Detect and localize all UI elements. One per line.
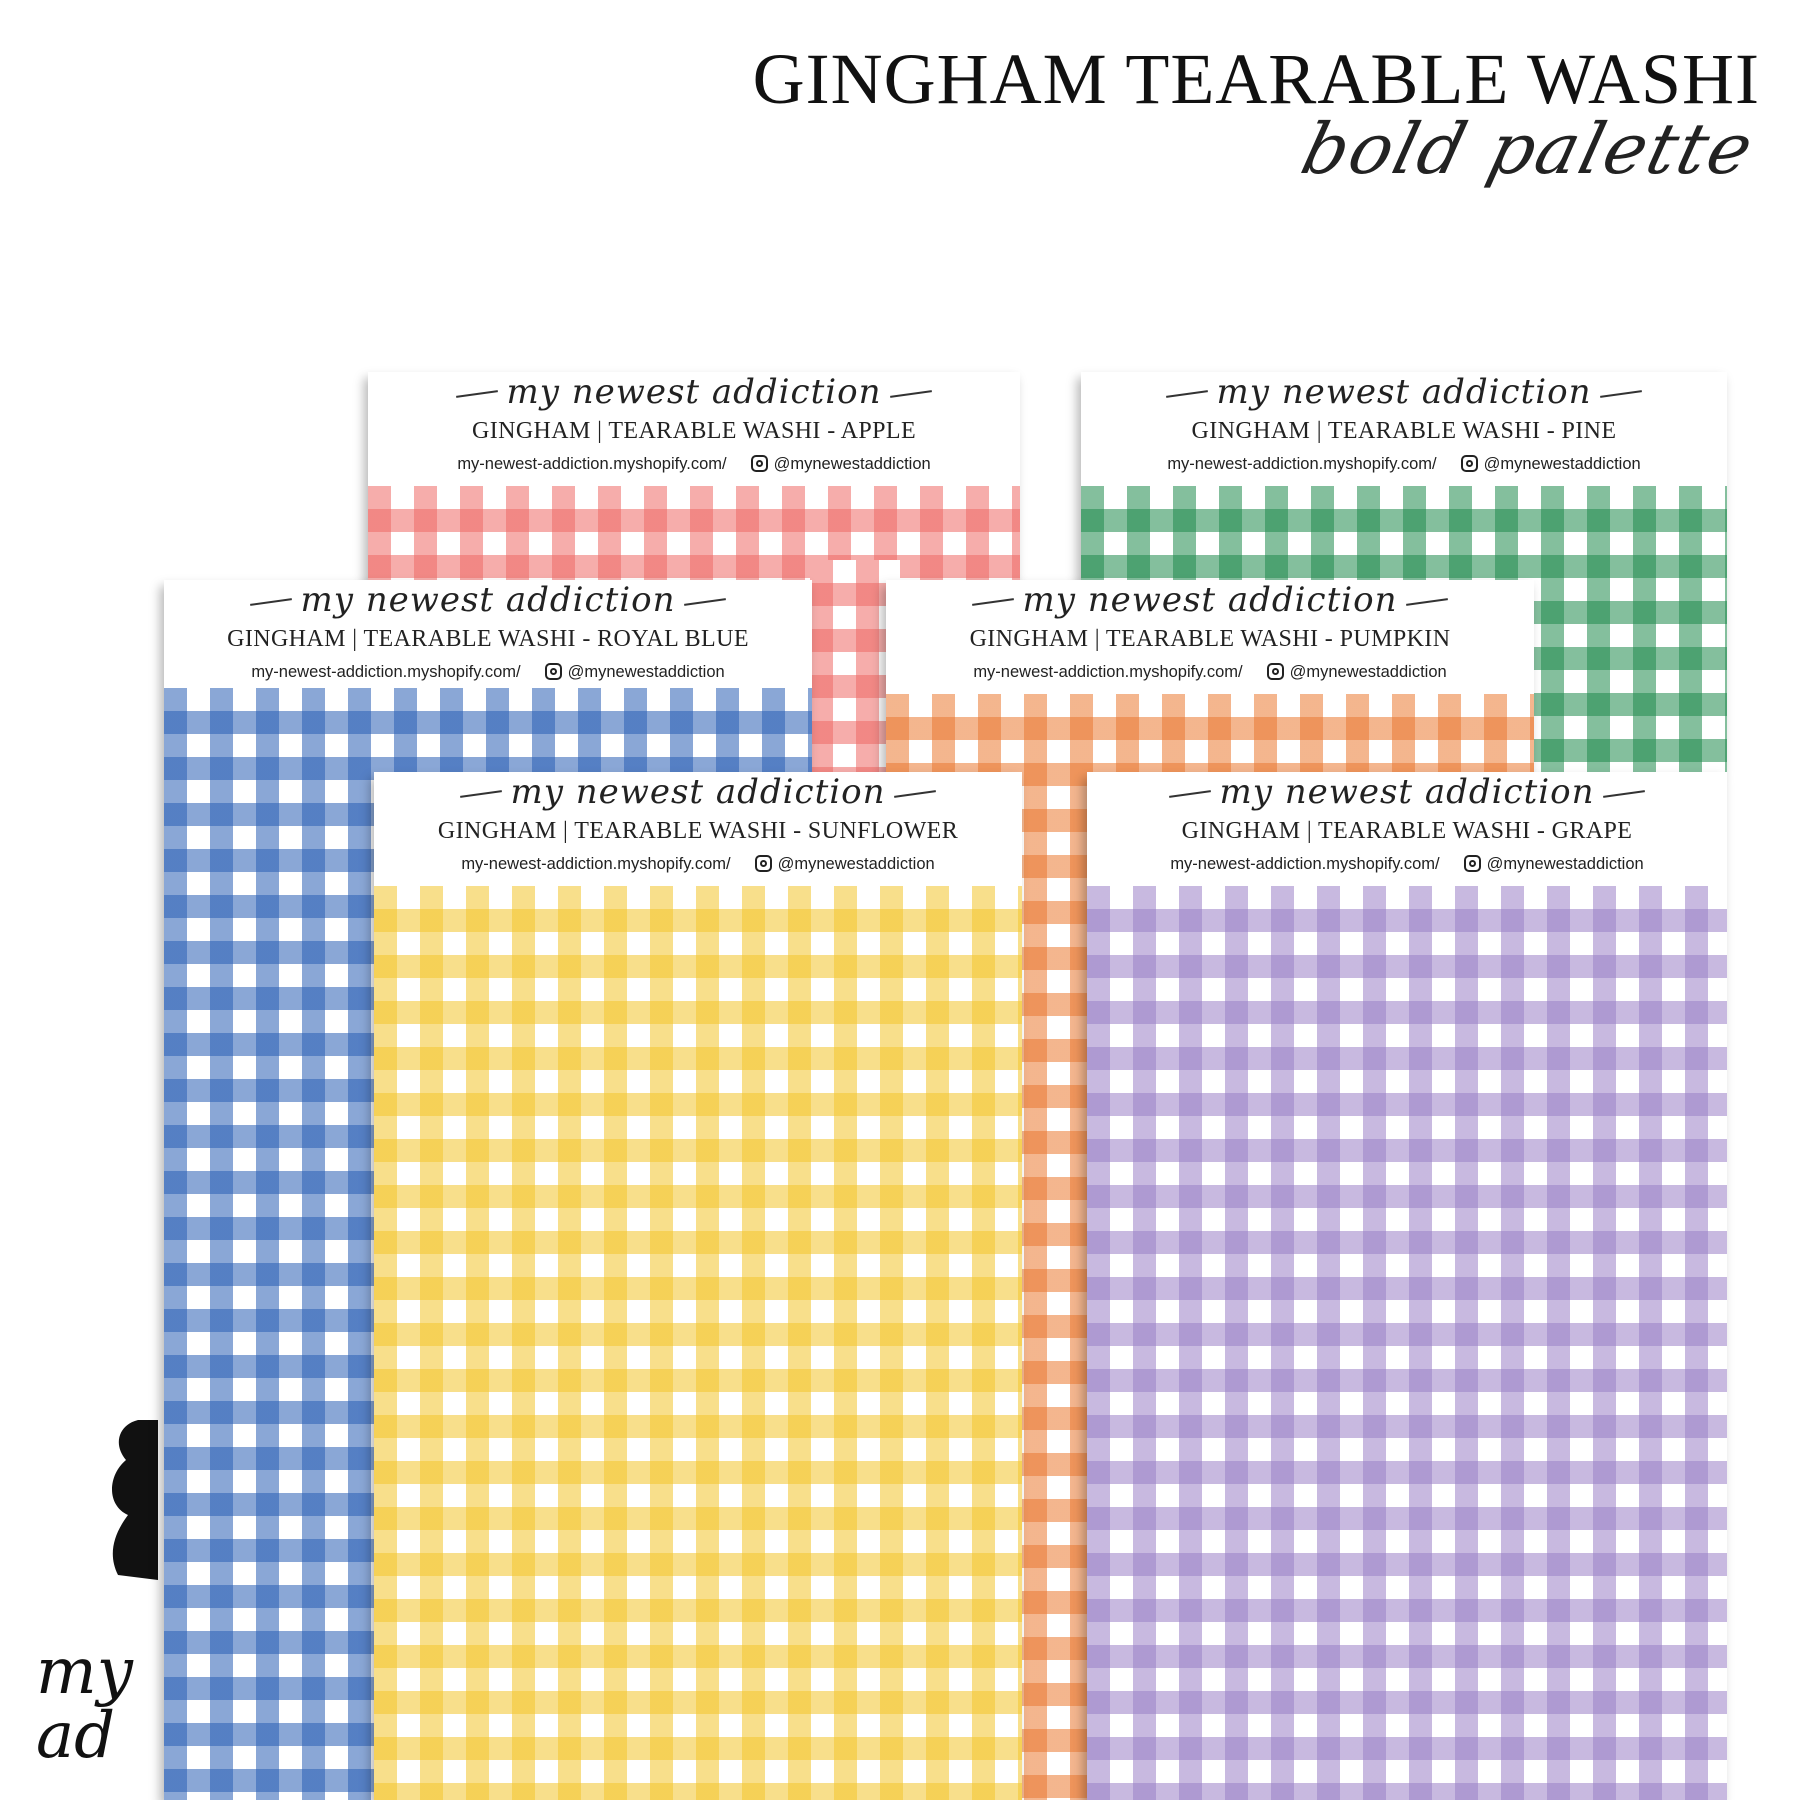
instagram-icon	[751, 455, 768, 472]
sheet-links	[164, 663, 812, 682]
brand-logo: my newest addiction	[368, 372, 1020, 412]
brand-logo: my newest addiction	[164, 580, 812, 620]
corner-logo	[36, 1635, 133, 1773]
brand-logo: my newest addiction	[374, 772, 1022, 812]
sheet-sunflower	[374, 772, 1022, 1800]
brand-logo: my newest addiction	[1087, 772, 1727, 812]
instagram-handle: @mynewestaddiction	[1483, 455, 1641, 473]
instagram-handle: @mynewestaddiction	[773, 455, 931, 473]
instagram-handle: @mynewestaddiction	[777, 855, 935, 873]
instagram-icon	[755, 855, 772, 872]
instagram-icon	[1461, 455, 1478, 472]
instagram-icon	[1464, 855, 1481, 872]
corner-logo-line1: my	[36, 1635, 133, 1709]
shop-url: my-newest-addiction.myshopify.com/	[457, 455, 727, 473]
instagram-handle: @mynewestaddiction	[1289, 663, 1447, 681]
shop-url: my-newest-addiction.myshopify.com/	[461, 855, 731, 873]
shop-url: my-newest-addiction.myshopify.com/	[973, 663, 1243, 681]
brand-logo: my newest addiction	[1081, 372, 1727, 412]
shop-url: my-newest-addiction.myshopify.com/	[1167, 455, 1437, 473]
gingham-pattern	[374, 886, 1022, 1800]
sheet-title: GINGHAM | TEARABLE WASHI - ROYAL BLUE	[227, 626, 749, 652]
woman-silhouette-icon	[98, 1415, 168, 1585]
page-subtitle: bold palette	[1293, 108, 1763, 190]
sheet-title: GINGHAM | TEARABLE WASHI - PUMPKIN	[969, 626, 1451, 652]
instagram-icon	[545, 663, 562, 680]
sheet-title: GINGHAM | TEARABLE WASHI - GRAPE	[1181, 818, 1633, 844]
sheet-apple	[368, 372, 1020, 602]
instagram-handle: @mynewestaddiction	[1486, 855, 1644, 873]
sheet-links	[374, 855, 1022, 874]
sheet-links	[368, 455, 1020, 474]
sheet-grape	[1087, 772, 1727, 1800]
sheet-links	[886, 663, 1534, 682]
sheet-title: GINGHAM | TEARABLE WASHI - SUNFLOWER	[437, 818, 959, 844]
sheet-title: GINGHAM | TEARABLE WASHI - APPLE	[471, 418, 917, 444]
instagram-handle: @mynewestaddiction	[567, 663, 725, 681]
page-title: GINGHAM TEARABLE WASHI	[752, 39, 1760, 119]
sheet-links	[1087, 855, 1727, 874]
shop-url: my-newest-addiction.myshopify.com/	[1170, 855, 1440, 873]
sheet-title: GINGHAM | TEARABLE WASHI - PINE	[1191, 418, 1617, 444]
corner-logo-line2: ad	[36, 1699, 116, 1773]
gingham-pattern	[1087, 886, 1727, 1800]
sheet-links	[1081, 455, 1727, 474]
shop-url: my-newest-addiction.myshopify.com/	[251, 663, 521, 681]
brand-logo: my newest addiction	[886, 580, 1534, 620]
instagram-icon	[1267, 663, 1284, 680]
